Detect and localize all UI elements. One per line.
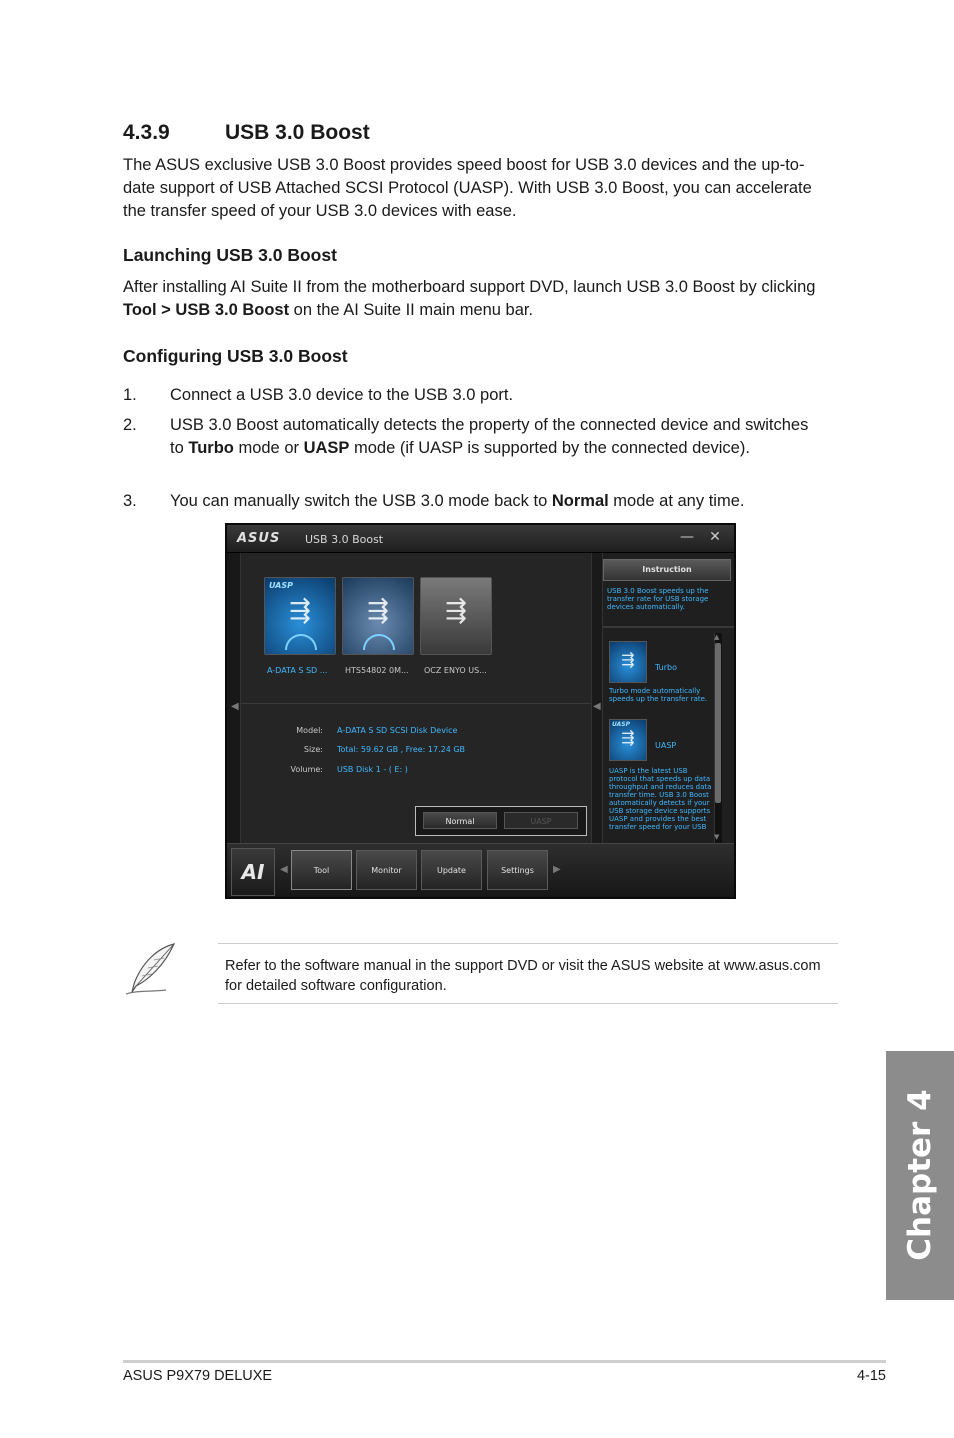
mode-selector bbox=[415, 806, 587, 836]
usb-drive-icon: ⇶ bbox=[445, 596, 467, 626]
settings-button[interactable]: Settings bbox=[487, 850, 548, 890]
right-arrow-icon[interactable]: ▶ bbox=[553, 864, 561, 875]
note-text: Refer to the software manual in the support DVD or visit the ASUS website at www.asus.com for detailed software configuration. bbox=[225, 958, 821, 994]
configuring-heading: Configuring USB 3.0 Boost bbox=[123, 346, 348, 366]
title-bar bbox=[227, 525, 734, 553]
left-arrow-icon[interactable]: ◀ bbox=[593, 701, 601, 712]
chapter-tab bbox=[886, 1051, 954, 1300]
turbo-label: Turbo bbox=[655, 663, 678, 672]
minimize-button[interactable]: — bbox=[680, 529, 694, 545]
size-value: Total: 59.62 GB , Free: 17.24 GB bbox=[337, 745, 466, 754]
menu-path: Tool > USB 3.0 Boost bbox=[123, 301, 290, 319]
model-label: Model: bbox=[296, 726, 323, 735]
close-button[interactable]: ✕ bbox=[709, 529, 721, 545]
turbo-mode-icon: ⇶ bbox=[609, 641, 647, 683]
usb-boost-window bbox=[225, 523, 736, 899]
size-label: Size: bbox=[303, 745, 323, 754]
note-bottom-rule bbox=[218, 1003, 838, 1004]
instruction-text: USB 3.0 Boost speeds up the transfer rate for USB storage devices automatically. bbox=[607, 587, 709, 611]
device-label: A-DATA S SD ... bbox=[267, 666, 328, 675]
step-number: 1. bbox=[123, 386, 137, 404]
step-number: 2. bbox=[123, 416, 137, 434]
gauge-icon bbox=[285, 634, 317, 650]
section-title-text: USB 3.0 Boost bbox=[225, 121, 370, 144]
page-number: 4-15 bbox=[856, 1368, 886, 1384]
footer-product: ASUS P9X79 DELUXE bbox=[123, 1368, 273, 1384]
step-number: 3. bbox=[123, 492, 137, 510]
usb-drive-icon: ⇶ bbox=[289, 596, 311, 626]
uasp-mode-button[interactable]: UASP bbox=[504, 812, 578, 829]
quill-note-icon bbox=[122, 940, 180, 998]
chapter-tab-label: Chapter 4 bbox=[902, 1089, 938, 1261]
section-title bbox=[123, 121, 370, 145]
uasp-label: UASP bbox=[655, 741, 677, 750]
device-tile-adata[interactable]: UASP ⇶ bbox=[264, 577, 336, 655]
gauge-icon bbox=[363, 634, 395, 650]
monitor-button[interactable]: Monitor bbox=[356, 850, 417, 890]
instruction-divider bbox=[603, 626, 734, 628]
intro-paragraph: The ASUS exclusive USB 3.0 Boost provides speed boost for USB 3.0 devices and the up-to-date support of USB Attached SCSI Protocol (UASP). With USB 3.0 Boost, you can accelerate the transfer speed of your USB 3.0 devices with ease. bbox=[123, 156, 812, 220]
volume-label: Volume: bbox=[290, 765, 323, 774]
model-value: A-DATA S SD SCSI Disk Device bbox=[337, 726, 458, 735]
volume-value: USB Disk 1 - ( E: ) bbox=[337, 765, 408, 774]
tool-button[interactable]: Tool bbox=[291, 850, 352, 890]
step-text: USB 3.0 Boost automatically detects the property of the connected device and switches to Turbo mode or UASP mode (if UASP is supported by the connected device). bbox=[170, 416, 809, 457]
uasp-description: UASP is the latest USB protocol that speeds up data throughput and reduces data transfer time. USB 3.0 Boost automatically detects if your USB storage device supports UASP and provides the best transfer speed for your USB bbox=[609, 767, 712, 831]
scroll-down-icon[interactable]: ▼ bbox=[714, 833, 720, 841]
left-arrow-icon[interactable]: ◀ bbox=[231, 701, 239, 712]
info-divider bbox=[241, 703, 591, 704]
device-label: HTS54802 0M... bbox=[345, 666, 409, 675]
pane-divider bbox=[591, 553, 603, 843]
device-tile-ocz[interactable] bbox=[420, 577, 492, 655]
uasp-mode-icon: UASP ⇶ bbox=[609, 719, 647, 761]
update-button[interactable]: Update bbox=[421, 850, 482, 890]
launching-paragraph: After installing AI Suite II from the motherboard support DVD, launch USB 3.0 Boost by clicking Tool > USB 3.0 Boost on the AI Suite II main menu bar. bbox=[123, 278, 816, 319]
usb-drive-icon: ⇶ bbox=[367, 596, 389, 626]
scroll-up-icon[interactable]: ▲ bbox=[714, 633, 720, 641]
ai-suite-logo[interactable]: AI bbox=[231, 848, 275, 896]
device-tile-hts[interactable] bbox=[342, 577, 414, 655]
instruction-heading: Instruction bbox=[603, 559, 731, 581]
left-edge bbox=[227, 553, 241, 843]
turbo-description: Turbo mode automatically speeds up the transfer rate. bbox=[609, 687, 708, 703]
step-text: Connect a USB 3.0 device to the USB 3.0 port. bbox=[170, 386, 514, 404]
note-top-rule bbox=[218, 943, 838, 944]
launching-heading: Launching USB 3.0 Boost bbox=[123, 245, 337, 265]
window-title: USB 3.0 Boost bbox=[305, 533, 384, 546]
left-arrow-icon[interactable]: ◀ bbox=[280, 864, 288, 875]
ai-suite-toolbar bbox=[227, 843, 734, 899]
scrollbar-thumb[interactable] bbox=[715, 643, 721, 803]
section-number: 4.3.9 bbox=[123, 121, 170, 144]
asus-logo: ASUS bbox=[237, 531, 281, 546]
normal-mode-button[interactable]: Normal bbox=[423, 812, 497, 829]
device-label: OCZ ENYO US... bbox=[424, 666, 487, 675]
footer-rule bbox=[123, 1360, 886, 1363]
step-text: You can manually switch the USB 3.0 mode back to Normal mode at any time. bbox=[170, 492, 745, 510]
